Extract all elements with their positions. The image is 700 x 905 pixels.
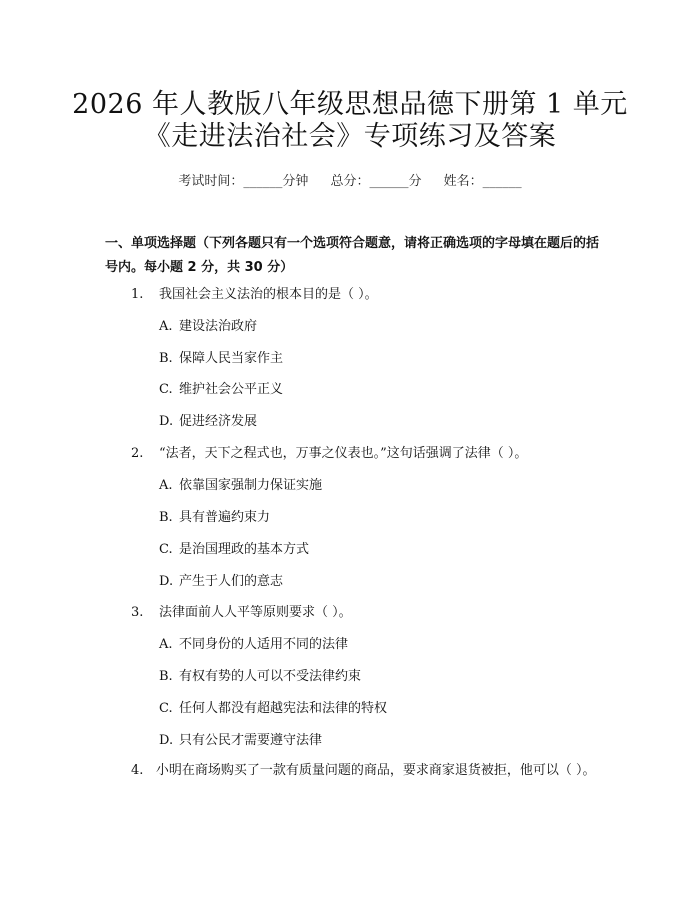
option-text: 只有公民才需要遵守法律 bbox=[179, 733, 323, 748]
question-text: 我国社会主义法治的根本目的是（ ）。 bbox=[159, 287, 378, 302]
option-1c bbox=[159, 378, 283, 397]
question-1 bbox=[131, 283, 378, 302]
option-letter: D. bbox=[159, 733, 174, 748]
option-text: 有权有势的人可以不受法律约束 bbox=[179, 669, 362, 684]
option-text: 具有普遍约束力 bbox=[179, 510, 271, 525]
option-letter: A. bbox=[159, 637, 173, 652]
option-letter: B. bbox=[159, 669, 173, 684]
option-letter: B. bbox=[159, 351, 173, 366]
option-letter: C. bbox=[159, 701, 173, 716]
option-text: 任何人都没有超越宪法和法律的特权 bbox=[179, 701, 388, 716]
question-4 bbox=[105, 760, 600, 782]
exam-time-field: 考试时间：______分钟 bbox=[178, 174, 309, 189]
question-text: 法律面前人人平等原则要求（ ）。 bbox=[159, 605, 352, 620]
option-text: 维护社会公平正义 bbox=[179, 382, 284, 397]
option-letter: D. bbox=[159, 414, 174, 429]
question-number: 2. bbox=[131, 446, 144, 461]
question-text: “法者，天下之程式也，万事之仪表也。”这句话强调了法律（ ）。 bbox=[159, 446, 528, 461]
section-heading: 一、单项选择题（下列各题只有一个选项符合题意，请将正确选项的字母填在题后的括号内。每小题 2 分，共 30 分） bbox=[105, 236, 600, 275]
option-text: 依靠国家强制力保证实施 bbox=[179, 478, 323, 493]
option-text: 不同身份的人适用不同的法律 bbox=[179, 637, 349, 652]
question-2 bbox=[131, 442, 527, 461]
option-letter: A. bbox=[159, 478, 173, 493]
question-3 bbox=[131, 601, 352, 620]
option-3c bbox=[159, 697, 387, 716]
option-text: 保障人民当家作主 bbox=[179, 351, 284, 366]
option-text: 产生于人们的意志 bbox=[179, 574, 284, 589]
student-name-field: 姓名：______ bbox=[443, 174, 522, 189]
option-letter: D. bbox=[159, 574, 174, 589]
option-text: 促进经济发展 bbox=[179, 414, 258, 429]
option-letter: B. bbox=[159, 510, 173, 525]
document-title-line-1: 2026 年人教版八年级思想品德下册第 1 单元 bbox=[72, 89, 628, 120]
question-number: 1. bbox=[131, 287, 144, 302]
exam-meta bbox=[0, 170, 700, 189]
option-1d bbox=[159, 410, 257, 429]
option-3d bbox=[159, 729, 322, 748]
option-2a bbox=[159, 474, 322, 493]
question-text: 小明在商场购买了一款有质量问题的商品，要求商家退货被拒，他可以（ ）。 bbox=[155, 763, 596, 778]
option-1a bbox=[159, 315, 257, 334]
option-letter: C. bbox=[159, 382, 173, 397]
question-number: 3. bbox=[131, 605, 144, 620]
total-score-field: 总分：______分 bbox=[330, 174, 422, 189]
document-title-line-2: 《走进法治社会》专项练习及答案 bbox=[143, 121, 557, 152]
option-text: 是治国理政的基本方式 bbox=[179, 542, 310, 557]
option-2c bbox=[159, 538, 309, 557]
option-3a bbox=[159, 633, 348, 652]
question-number: 4. bbox=[131, 763, 144, 778]
option-3b bbox=[159, 665, 361, 684]
option-2b bbox=[159, 506, 270, 525]
option-1b bbox=[159, 347, 283, 366]
option-letter: C. bbox=[159, 542, 173, 557]
option-letter: A. bbox=[159, 319, 173, 334]
option-2d bbox=[159, 570, 283, 589]
option-text: 建设法治政府 bbox=[179, 319, 258, 334]
